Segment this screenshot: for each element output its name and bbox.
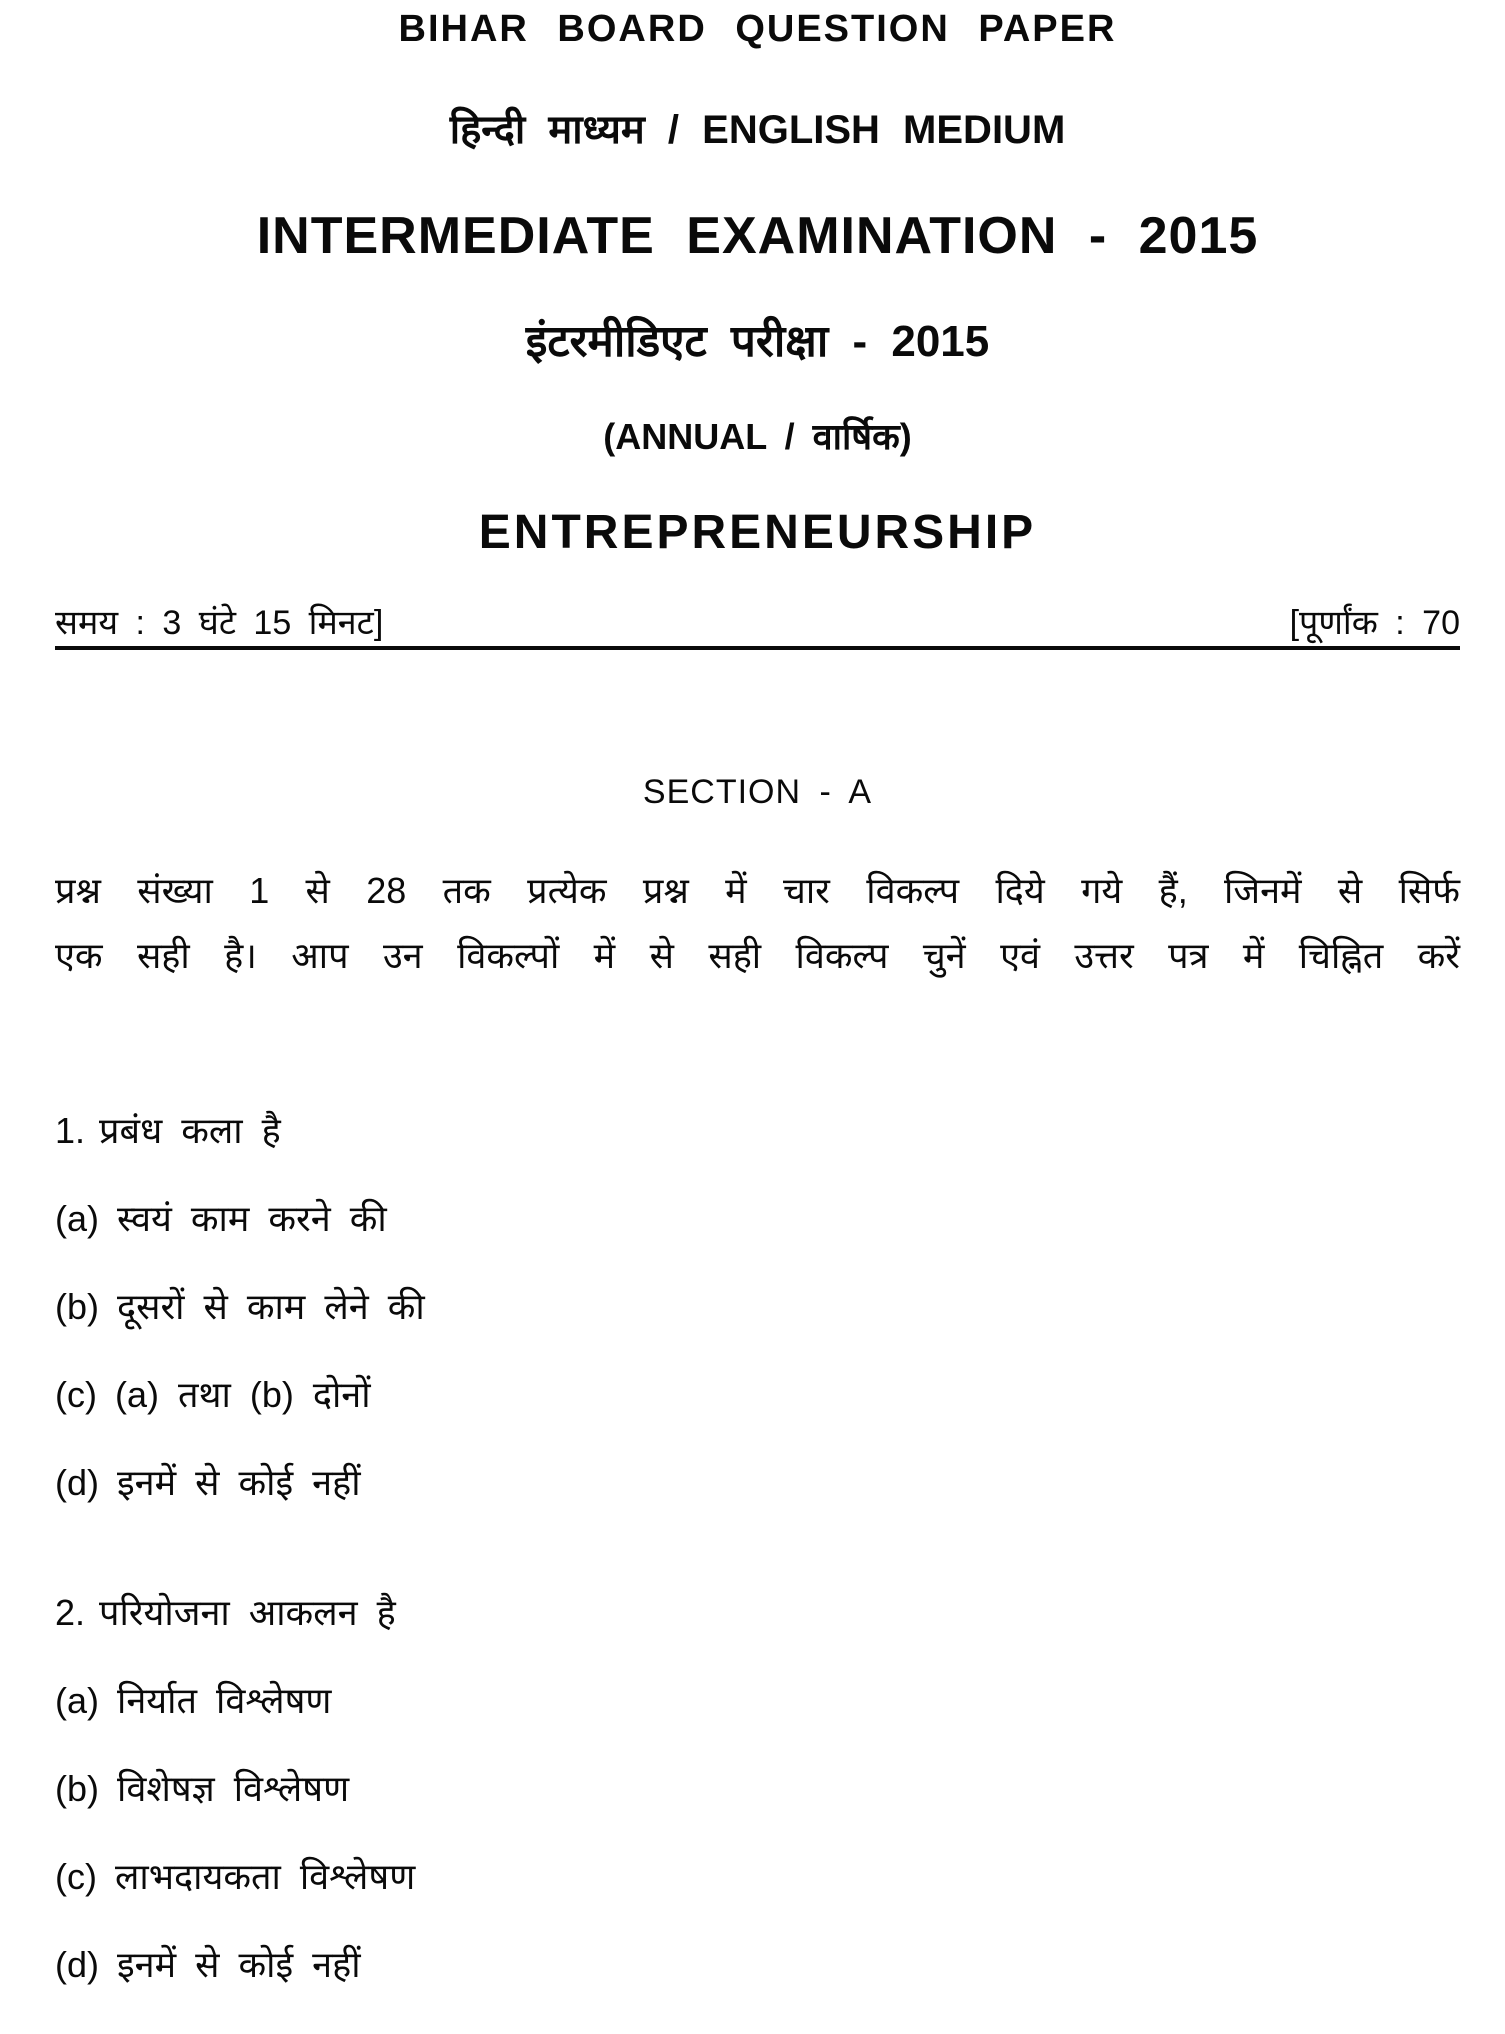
question-2-option-c: [55, 1852, 1460, 1902]
option-d-label: (d): [55, 1944, 99, 1985]
question-2: [55, 1588, 1460, 1990]
question-2-option-a: [55, 1676, 1460, 1726]
option-b-label: (b): [55, 1286, 99, 1327]
question-1-option-d: [55, 1458, 1460, 1508]
option-d-text: इनमें से कोई नहीं: [117, 1462, 361, 1503]
question-1: [55, 1106, 1460, 1508]
option-d-text: इनमें से कोई नहीं: [117, 1944, 361, 1985]
option-d-label: (d): [55, 1462, 99, 1503]
full-marks: [पूर्णांक : 70: [1289, 604, 1460, 642]
question-1-option-b: [55, 1282, 1460, 1332]
question-1-stem: प्रबंध कला है: [99, 1110, 281, 1151]
question-2-stem: परियोजना आकलन है: [99, 1592, 396, 1633]
medium-line: हिन्दी माध्यम / ENGLISH MEDIUM: [449, 108, 1066, 152]
option-c-label: (c): [55, 1374, 97, 1415]
question-2-text: [55, 1588, 1460, 1638]
instructions-line-2: एक सही है। आप उन विकल्पों में से सही विकल्प चुनें एवं उत्तर पत्र में चिह्नित करें: [55, 935, 1460, 976]
exam-title-hindi: इंटरमीडिएट परीक्षा - 2015: [525, 317, 990, 366]
question-1-text: [55, 1106, 1460, 1156]
option-c-label: (c): [55, 1856, 97, 1897]
option-a-text: निर्यात विश्लेषण: [117, 1680, 332, 1721]
option-b-text: दूसरों से काम लेने की: [117, 1286, 425, 1327]
question-1-option-a: [55, 1194, 1460, 1244]
paper-header: [55, 8, 1460, 559]
question-2-number: 2.: [55, 1592, 86, 1633]
question-1-number: 1.: [55, 1110, 86, 1151]
question-2-option-d: [55, 1940, 1460, 1990]
board-title: BIHAR BOARD QUESTION PAPER: [398, 8, 1117, 50]
time-allowed: समय : 3 घंटे 15 मिनट]: [55, 604, 384, 642]
option-c-text: (a) तथा (b) दोनों: [114, 1374, 371, 1415]
option-b-label: (b): [55, 1768, 99, 1809]
option-c-text: लाभदायकता विश्लेषण: [114, 1856, 416, 1897]
time-marks-row: [55, 602, 1460, 650]
option-a-text: स्वयं काम करने की: [117, 1198, 387, 1239]
question-2-option-b: [55, 1764, 1460, 1814]
section-title: SECTION - A: [642, 773, 873, 811]
option-a-label: (a): [55, 1198, 99, 1239]
exam-title-english: INTERMEDIATE EXAMINATION - 2015: [256, 207, 1259, 265]
instructions-line-1: प्रश्न संख्या 1 से 28 तक प्रत्येक प्रश्न में चार विकल्प दिये गये हैं, जिनमें से सिर्फ: [55, 870, 1460, 911]
section-instructions: [55, 858, 1460, 988]
option-a-label: (a): [55, 1680, 99, 1721]
annual-line: (ANNUAL / वार्षिक): [603, 416, 912, 457]
option-b-text: विशेषज्ञ विश्लेषण: [117, 1768, 350, 1809]
subject-title: ENTREPRENEURSHIP: [478, 506, 1037, 559]
question-1-option-c: [55, 1370, 1460, 1420]
